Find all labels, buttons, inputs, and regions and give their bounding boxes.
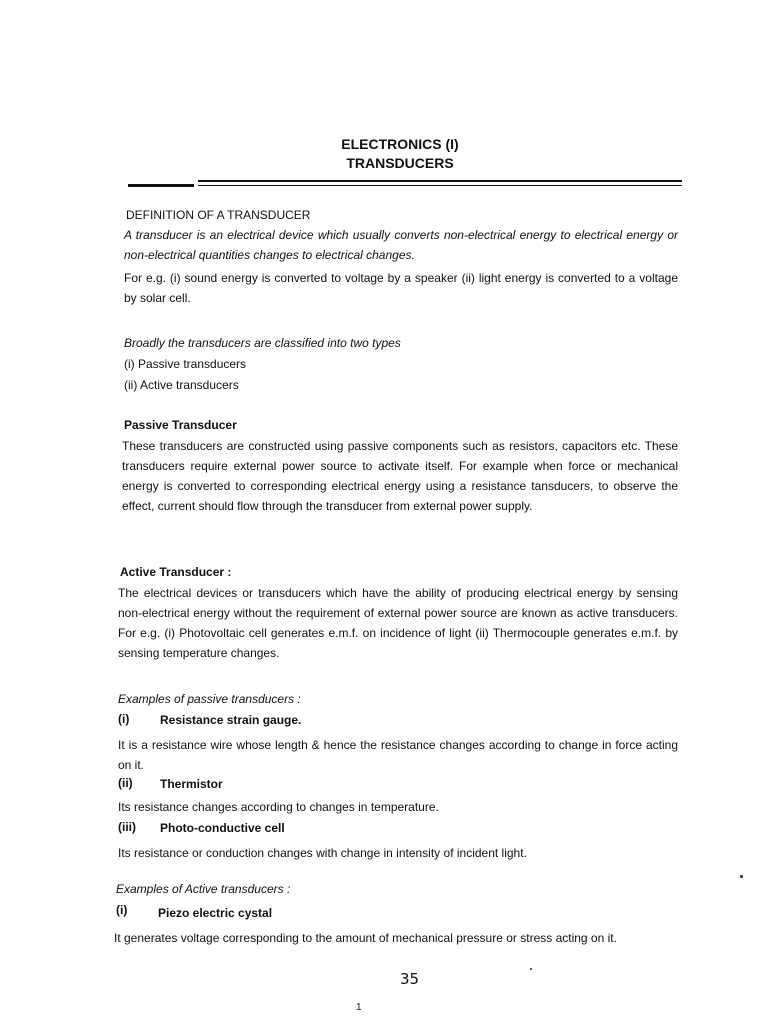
active-heading: Active Transducer : [120,565,232,579]
active-body: The electrical devices or transducers which have the ability of producing electrical energy by sensing non-electrical energy without the requirement of external power source are known as active transducers. For e.g. (i) Photovoltaic cell generates e.m.f. on incidence of light (ii) Thermocouple generates e.m.f. by sensing temperature changes. [118,586,678,660]
passive-example-3-num: (iii) [118,820,136,834]
active-example-1-desc: It generates voltage corresponding to the amount of mechanical pressure or stress acting on it. [114,931,617,945]
header-rule-left [128,184,194,187]
passive-examples-heading: Examples of passive transducers : [118,692,301,706]
passive-example-1-label: Resistance strain gauge. [160,713,302,727]
definition-body: A transducer is an electrical device which usually converts non-electrical energy to electrical energy or non-electrical quantities changes to electrical changes. [124,228,678,262]
passive-example-3-label: Photo-conductive cell [160,821,285,835]
passive-heading: Passive Transducer [124,418,237,432]
passive-example-1-desc: It is a resistance wire whose length & hence the resistance changes according to change in force acting on it. [118,738,678,772]
passive-example-2-label: Thermistor [160,777,223,791]
passive-body: These transducers are constructed using passive components such as resistors, capacitors etc. These transducers require external power source to activate itself. For example when force or mechanical energy is converted to corresponding electrical energy using a resistance tansducers, to observe the effect, current should flow through the transducer from external power supply. [122,439,678,513]
passive-example-2-desc: Its resistance changes according to changes in temperature. [118,800,439,814]
scan-speck [530,968,532,970]
passive-example-3-desc: Its resistance or conduction changes with change in intensity of incident light. [118,846,527,860]
scan-speck [740,875,743,878]
active-example-1-num: (i) [116,903,128,917]
document-subtitle: TRANSDUCERS [346,155,454,171]
passive-example-1-num: (i) [118,712,130,726]
document-title: ELECTRONICS (I) [341,136,459,152]
header-rule-right [198,180,682,182]
active-example-1-label: Piezo electric cystal [158,906,273,920]
active-examples-heading: Examples of Active transducers : [116,882,291,896]
classification-item-active: (ii) Active transducers [124,378,239,392]
definition-example: For e.g. (i) sound energy is converted to voltage by a speaker (ii) light energy is converted to a voltage by solar cell. [124,271,678,305]
definition-heading: DEFINITION OF A TRANSDUCER [126,208,311,222]
page-number: 35 [400,970,420,988]
header-rule-right-lower [198,185,682,186]
passive-example-2-num: (ii) [118,776,133,790]
footer-mark: 1 [356,1002,362,1013]
classification-item-passive: (i) Passive transducers [124,357,247,371]
classification-intro: Broadly the transducers are classified into two types [124,336,401,350]
